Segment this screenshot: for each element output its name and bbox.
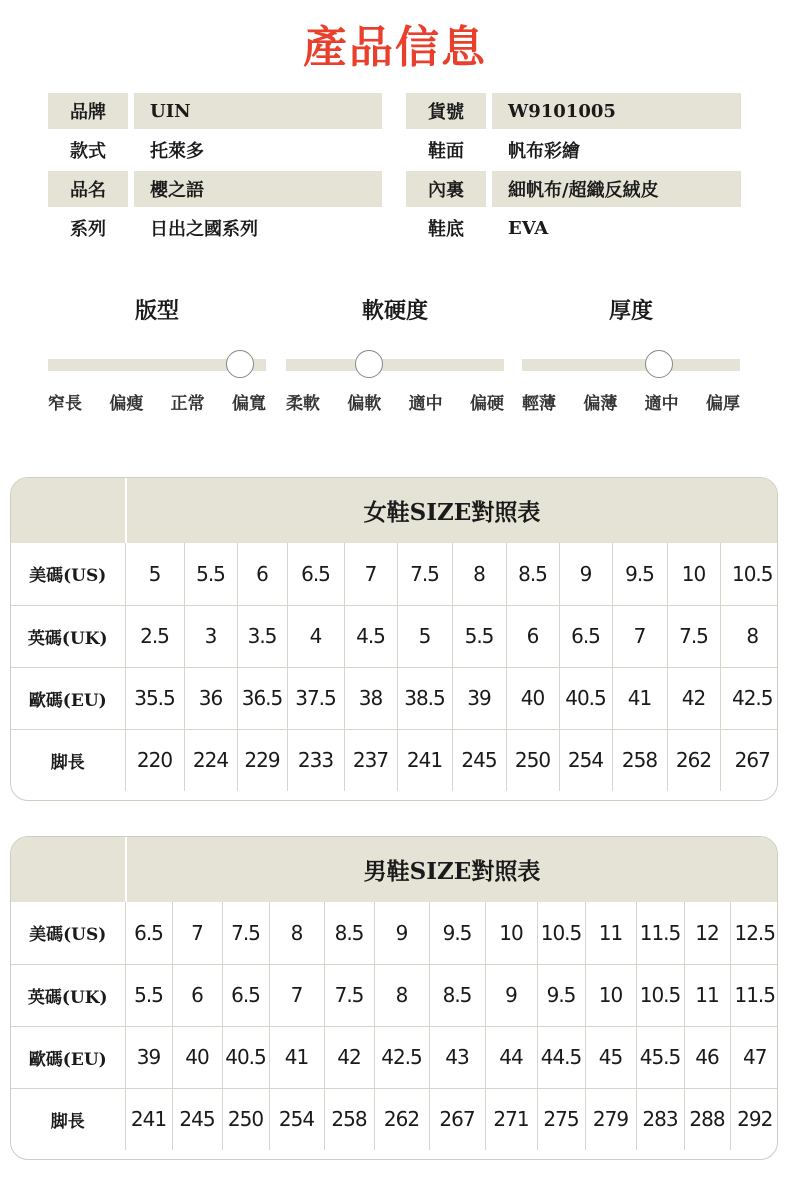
size-cell: 11.5 xyxy=(730,964,778,1026)
size-row xyxy=(11,605,778,667)
fit-track xyxy=(522,359,740,371)
info-row xyxy=(48,210,741,246)
size-cell: 10.5 xyxy=(636,964,684,1026)
size-row xyxy=(11,902,778,964)
women-size-table xyxy=(10,477,778,801)
size-row xyxy=(11,1026,778,1088)
size-cell: 241 xyxy=(125,1088,172,1150)
size-cell: 6.5 xyxy=(559,605,612,667)
size-cell: 10.5 xyxy=(720,543,778,605)
size-cell: 8.5 xyxy=(324,902,374,964)
size-cell: 7 xyxy=(172,902,222,964)
size-cell: 241 xyxy=(397,729,452,791)
fit-option: 偏薄 xyxy=(583,394,618,414)
fit-knob xyxy=(645,350,673,378)
size-cell: 245 xyxy=(172,1088,222,1150)
size-cell: 6.5 xyxy=(222,964,269,1026)
size-cell: 258 xyxy=(324,1088,374,1150)
size-cell: 8.5 xyxy=(506,543,559,605)
size-cell: 258 xyxy=(612,729,667,791)
size-cell: 224 xyxy=(184,729,237,791)
size-row-label: 英碼(UK) xyxy=(11,605,125,667)
size-cell: 46 xyxy=(684,1026,730,1088)
info-value: UIN xyxy=(150,100,191,122)
size-cell: 9.5 xyxy=(612,543,667,605)
size-cell: 5.5 xyxy=(452,605,506,667)
size-cell: 11 xyxy=(684,964,730,1026)
size-cell: 47 xyxy=(730,1026,778,1088)
fit-option: 偏瘦 xyxy=(109,394,144,414)
size-cell: 10 xyxy=(485,902,537,964)
fit-option: 偏寬 xyxy=(231,394,266,414)
size-cell: 283 xyxy=(636,1088,684,1150)
size-cell: 275 xyxy=(537,1088,585,1150)
size-cell: 40 xyxy=(506,667,559,729)
page-title: 產品信息 xyxy=(303,22,487,73)
size-cell: 6.5 xyxy=(287,543,344,605)
size-cell: 8 xyxy=(452,543,506,605)
size-cell: 3.5 xyxy=(237,605,287,667)
size-cell: 45.5 xyxy=(636,1026,684,1088)
fit-option: 偏厚 xyxy=(705,394,740,414)
size-cell: 8 xyxy=(720,605,778,667)
size-row-label: 歐碼(EU) xyxy=(11,1026,125,1088)
size-table-title: 女鞋SIZE對照表 xyxy=(363,499,541,526)
info-label: 鞋面 xyxy=(428,141,464,162)
size-cell: 288 xyxy=(684,1088,730,1150)
size-cell: 8 xyxy=(269,902,324,964)
size-cell: 8 xyxy=(374,964,429,1026)
fit-option: 偏硬 xyxy=(469,394,504,414)
size-cell: 44.5 xyxy=(537,1026,585,1088)
size-cell: 245 xyxy=(452,729,506,791)
size-cell: 254 xyxy=(269,1088,324,1150)
size-cell: 9.5 xyxy=(537,964,585,1026)
size-cell: 38.5 xyxy=(397,667,452,729)
size-row-label: 脚長 xyxy=(11,729,125,791)
size-cell: 42.5 xyxy=(374,1026,429,1088)
size-cell: 44 xyxy=(485,1026,537,1088)
size-cell: 11.5 xyxy=(636,902,684,964)
size-cell: 5.5 xyxy=(184,543,237,605)
fit-title: 版型 xyxy=(134,299,179,324)
info-label: 品名 xyxy=(70,180,106,201)
info-label: 內裏 xyxy=(428,180,464,201)
size-cell: 35.5 xyxy=(125,667,184,729)
fit-knob xyxy=(226,350,254,378)
size-cell: 6 xyxy=(172,964,222,1026)
size-row xyxy=(11,729,778,791)
info-value: 帆布彩繪 xyxy=(508,141,580,162)
size-cell: 7.5 xyxy=(324,964,374,1026)
info-value: W9101005 xyxy=(508,100,616,122)
size-cell: 5 xyxy=(125,543,184,605)
size-row-label: 歐碼(EU) xyxy=(11,667,125,729)
size-cell: 40 xyxy=(172,1026,222,1088)
size-cell: 292 xyxy=(737,1107,773,1132)
info-label: 鞋底 xyxy=(428,219,464,240)
size-row xyxy=(11,543,778,605)
size-cell: 43 xyxy=(429,1026,485,1088)
size-row xyxy=(11,964,778,1026)
size-cell: 41 xyxy=(269,1026,324,1088)
size-cell: 37.5 xyxy=(287,667,344,729)
size-cell: 233 xyxy=(287,729,344,791)
size-cell: 262 xyxy=(374,1088,429,1150)
size-cell: 10 xyxy=(585,964,636,1026)
size-cell: 7 xyxy=(269,964,324,1026)
size-cell: 254 xyxy=(559,729,612,791)
size-grid xyxy=(11,543,778,791)
size-row xyxy=(11,667,778,729)
info-row xyxy=(48,93,741,129)
size-cell: 9 xyxy=(485,964,537,1026)
size-cell: 271 xyxy=(485,1088,537,1150)
fit-options xyxy=(522,389,740,414)
size-cell: 6 xyxy=(237,543,287,605)
info-value: 日出之國系列 xyxy=(150,219,258,240)
size-cell: 7 xyxy=(612,605,667,667)
size-cell: 262 xyxy=(667,729,720,791)
fit-knob xyxy=(355,350,383,378)
info-label: 貨號 xyxy=(428,102,464,123)
size-cell: 9 xyxy=(559,543,612,605)
fit-options xyxy=(48,389,266,414)
size-grid xyxy=(11,902,778,1150)
info-label: 系列 xyxy=(70,219,106,240)
fit-option: 輕薄 xyxy=(522,394,556,414)
size-cell: 237 xyxy=(344,729,397,791)
fit-option: 適中 xyxy=(408,394,443,414)
size-cell: 4 xyxy=(287,605,344,667)
size-cell: 9.5 xyxy=(429,902,485,964)
size-cell: 7.5 xyxy=(222,902,269,964)
size-cell: 250 xyxy=(222,1088,269,1150)
fit-option: 窄長 xyxy=(48,394,82,414)
fit-option: 正常 xyxy=(170,394,205,414)
size-row-label: 脚長 xyxy=(11,1088,125,1150)
info-value: 櫻之語 xyxy=(150,180,204,201)
size-cell: 38 xyxy=(344,667,397,729)
size-cell: 12 xyxy=(684,902,730,964)
info-row xyxy=(48,132,741,168)
size-cell: 40.5 xyxy=(559,667,612,729)
size-cell: 12.5 xyxy=(730,902,778,964)
size-row xyxy=(11,1088,778,1150)
size-cell: 5 xyxy=(397,605,452,667)
size-row-label: 美碼(US) xyxy=(11,902,125,964)
fit-title: 軟硬度 xyxy=(361,299,428,324)
info-value: EVA xyxy=(508,217,549,239)
size-cell: 40.5 xyxy=(222,1026,269,1088)
size-cell: 229 xyxy=(237,729,287,791)
fit-option: 柔軟 xyxy=(286,394,320,414)
size-cell: 220 xyxy=(125,729,184,791)
fit-option: 適中 xyxy=(644,394,679,414)
size-cell: 10.5 xyxy=(537,902,585,964)
info-value: 細帆布/超織反絨皮 xyxy=(508,180,659,201)
size-cell: 7 xyxy=(344,543,397,605)
size-cell: 39 xyxy=(125,1026,172,1088)
size-cell: 250 xyxy=(506,729,559,791)
size-cell: 42 xyxy=(667,667,720,729)
size-cell: 8.5 xyxy=(429,964,485,1026)
size-cell: 9 xyxy=(374,902,429,964)
info-label: 款式 xyxy=(70,141,106,162)
size-row-label: 英碼(UK) xyxy=(11,964,125,1026)
fit-track xyxy=(286,359,504,371)
size-cell: 7.5 xyxy=(667,605,720,667)
info-row xyxy=(48,171,741,207)
size-cell: 279 xyxy=(585,1088,636,1150)
info-value: 托萊多 xyxy=(150,141,204,162)
size-row-label: 美碼(US) xyxy=(11,543,125,605)
info-label: 品牌 xyxy=(70,102,106,123)
size-cell: 4.5 xyxy=(344,605,397,667)
size-cell: 267 xyxy=(429,1088,485,1150)
size-cell: 7.5 xyxy=(397,543,452,605)
size-cell: 6 xyxy=(506,605,559,667)
size-cell: 2.5 xyxy=(125,605,184,667)
size-cell: 42 xyxy=(324,1026,374,1088)
size-cell: 41 xyxy=(612,667,667,729)
size-cell: 3 xyxy=(184,605,237,667)
size-table-title: 男鞋SIZE對照表 xyxy=(363,858,541,885)
size-cell: 36.5 xyxy=(237,667,287,729)
fit-title: 厚度 xyxy=(608,299,653,324)
size-cell: 10 xyxy=(667,543,720,605)
size-cell: 36 xyxy=(184,667,237,729)
fit-option: 偏軟 xyxy=(347,394,382,414)
size-cell: 6.5 xyxy=(125,902,172,964)
size-cell: 267 xyxy=(734,748,770,773)
size-cell: 5.5 xyxy=(125,964,172,1026)
size-cell: 11 xyxy=(585,902,636,964)
fit-options xyxy=(286,389,504,414)
size-cell: 45 xyxy=(585,1026,636,1088)
size-cell: 42.5 xyxy=(720,667,778,729)
size-cell: 39 xyxy=(452,667,506,729)
men-size-table xyxy=(10,836,778,1160)
